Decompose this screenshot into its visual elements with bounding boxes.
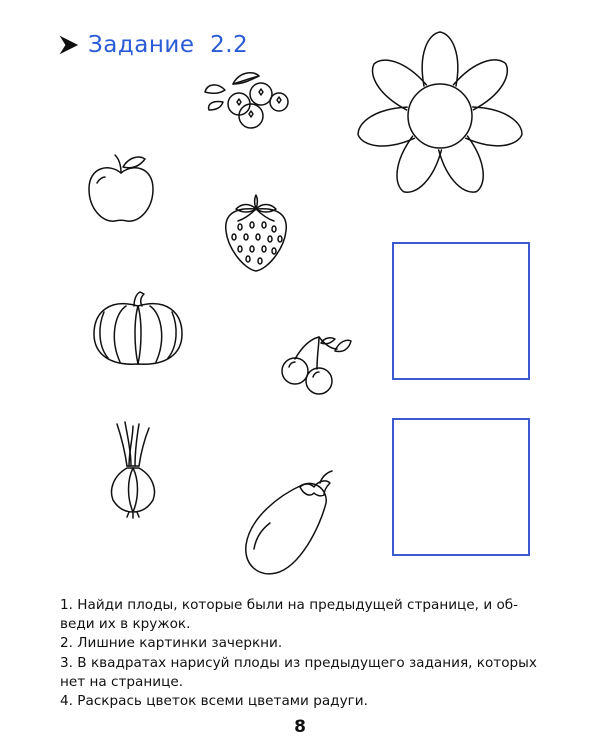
eggplant-icon [240,467,338,579]
instruction-line-3: 2. Лишние картинки зачеркни. [60,635,283,652]
instruction-line-4: 3. В квадратах нарисуй плоды из предыдущего задания, которых [60,654,537,671]
flower-icon [350,30,530,202]
instruction-line-6: 4. Раскрась цветок всеми цветами радуги. [60,693,368,710]
arrowhead-bullet-icon [58,34,80,56]
strawberry-icon [220,193,292,273]
instruction-line-1: 1. Найди плоды, которые были на предыдущей странице, и об- [60,597,519,613]
drawing-box-1[interactable] [392,242,530,380]
pumpkin-icon [90,290,186,368]
instruction-line-2: веди их в кружок. [60,616,191,633]
cherries-icon [277,333,357,403]
drawing-box-2[interactable] [392,418,530,556]
onion-icon [105,420,161,518]
page-number: 8 [294,717,306,737]
apple-icon [83,153,159,225]
instruction-line-5: нет на странице. [60,673,184,690]
instructions [60,596,542,711]
task-title-row [58,30,248,60]
task-title: Задание 2.2 [88,32,249,58]
blueberries-icon [203,68,293,130]
